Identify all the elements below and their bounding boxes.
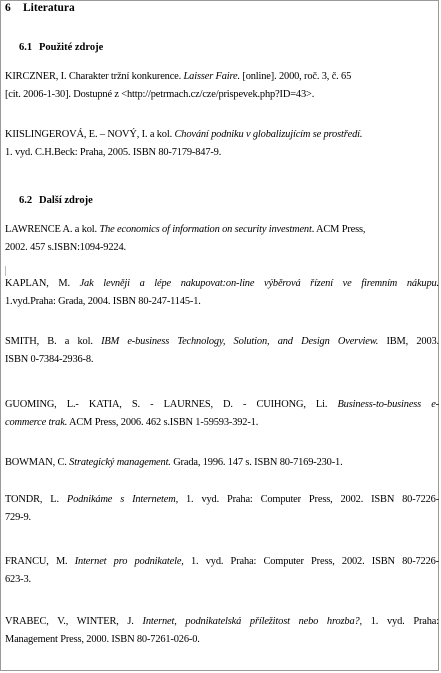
chapter-title: Literatura [23, 2, 75, 14]
reference-line [5, 414, 439, 432]
reference-title-text: Podnikáme s Internetem, [66, 494, 179, 505]
reference-text: VRABEC, V., WINTER, J. [5, 616, 143, 627]
reference-title-text: Internet, podnikatelská příležitost nebo hrozba?, [142, 616, 363, 627]
reference-text: 623-3. [5, 574, 31, 585]
reference-line [5, 221, 439, 239]
reference-text: 1. vyd. Praha: Computer Press, 2002. ISBN 80-7226- [178, 494, 439, 505]
reference-text: 1.vyd.Praha: Grada, 2004. ISBN 80-247-1145-1. [5, 296, 201, 307]
reference-title-text: Chování podniku v globalizujícím se prostředí. [174, 129, 363, 140]
reference-line [5, 553, 439, 571]
reference-entry [5, 454, 439, 472]
section-title: Použité zdroje [39, 42, 104, 53]
reference-entry [5, 491, 439, 527]
reference-line [5, 275, 439, 293]
reference-text: GUOMING, L.- KATIA, S. - LAURNES, D. - CUIHONG, Li. [5, 399, 338, 410]
reference-text: FRANCU, M. [5, 556, 75, 567]
reference-text: 2002. 457 s.ISBN:1094-9224. [5, 242, 126, 253]
reference-title-text: Jak levněji a lépe nakupovat:on-line výběrová řízení ve firemním nákupu. [79, 278, 439, 289]
reference-text: 729-9. [5, 512, 31, 523]
reference-line [5, 333, 439, 351]
reference-entry [5, 221, 439, 257]
reference-text: 1. vyd. C.H.Beck: Praha, 2005. ISBN 80-7179-847-9. [5, 147, 222, 158]
reference-text: ISBN 0-7384-2936-8. [5, 354, 94, 365]
reference-entry [5, 613, 439, 649]
reference-line [5, 454, 439, 472]
reference-text: KIRCZNER, I. Charakter tržní konkurence. [5, 71, 184, 82]
reference-text: ACM Press, 2006. 462 s.ISBN 1-59593-392-1. [67, 417, 259, 428]
reference-text: . ACM Press, [311, 224, 366, 235]
reference-line [5, 126, 439, 144]
reference-text: BOWMAN, C. [5, 457, 70, 468]
reference-text: 1. vyd. Praha: [362, 616, 439, 627]
reference-text: 1. vyd. Praha: Computer Press, 2002. ISBN 80-7226- [183, 556, 439, 567]
reference-line [5, 86, 439, 104]
reference-title-text: Internet pro podnikatele, [74, 556, 184, 567]
section-number: 6.1 [19, 42, 33, 53]
reference-title-text: commerce trak. [5, 417, 68, 428]
section-title: Další zdroje [39, 195, 93, 206]
reference-line [5, 239, 439, 257]
reference-line [5, 293, 439, 311]
reference-text: [online]. 2000, roč. 3, č. 65 [239, 71, 352, 82]
reference-text: Grada, 1996. 147 s. ISBN 80-7169-230-1. [170, 457, 343, 468]
reference-text: KAPLAN, M. [5, 278, 80, 289]
reference-text: [cit. 2006-1-30]. Dostupné z <http://petrmach.cz/cze/prispevek.php?ID=43>. [5, 89, 315, 100]
reference-line [5, 491, 439, 509]
reference-entry [5, 553, 439, 589]
reference-title-text: Laisser Faire. [183, 71, 240, 82]
revision-mark [5, 266, 6, 276]
reference-text: Management Press, 2000. ISBN 80-7261-026-0. [5, 634, 200, 645]
chapter-heading [5, 2, 75, 14]
section-number: 6.2 [19, 195, 33, 206]
reference-entry [5, 333, 439, 369]
reference-entry [5, 68, 439, 104]
reference-line [5, 144, 439, 162]
reference-text: SMITH, B. a kol. [5, 336, 102, 347]
reference-line [5, 571, 439, 589]
section-heading-sources-used [19, 42, 103, 53]
reference-text: KIISLINGEROVÁ, E. – NOVÝ, I. a kol. [5, 129, 175, 140]
reference-line [5, 351, 439, 369]
reference-entry [5, 396, 439, 432]
chapter-number: 6 [5, 2, 11, 14]
reference-line [5, 613, 439, 631]
reference-line [5, 631, 439, 649]
reference-text: IBM, 2003. [378, 336, 439, 347]
reference-line [5, 509, 439, 527]
reference-title-text: The economics of information on security investment [99, 224, 312, 235]
reference-entry [5, 275, 439, 311]
reference-title-text: IBM e-business Technology, Solution, and Design Overview. [101, 336, 379, 347]
reference-line [5, 396, 439, 414]
section-heading-other-sources [19, 195, 93, 206]
reference-text: LAWRENCE A. a kol. [5, 224, 100, 235]
reference-text: TONDR, L. [5, 494, 67, 505]
reference-line [5, 68, 439, 86]
reference-title-text: Business-to-business e- [337, 399, 439, 410]
reference-title-text: Strategický management. [69, 457, 171, 468]
reference-entry [5, 126, 439, 162]
